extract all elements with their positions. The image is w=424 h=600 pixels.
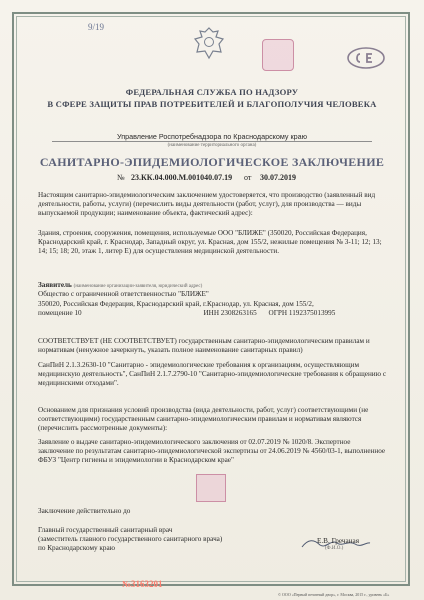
validity-label: Заключение действительно до [38, 507, 131, 515]
document-title: САНИТАРНО-ЭПИДЕМИОЛОГИЧЕСКОЕ ЗАКЛЮЧЕНИЕ [39, 155, 385, 169]
agency-title-line1: ФЕДЕРАЛЬНАЯ СЛУЖБА ПО НАДЗОРУ [125, 87, 299, 97]
applicant-hint: (наименование организации-заявителя, юридический адрес) [73, 284, 203, 289]
handwritten-note: 9/19 [88, 22, 105, 32]
document-date: 30.07.2019 [260, 173, 296, 182]
signatory-line3: по Краснодарскому краю [38, 544, 116, 552]
intro-text: Настоящим санитарно-эпидемиологическим заключением удостоверяется, что производство (заявленный вид деятельности, работы, услуги) (перечислить виды деятельности (работ, услуг), для производства — виды выпускаемой продукции; наименование объекта, фактический адрес): [38, 191, 376, 218]
security-hologram-stamp [262, 39, 294, 71]
signatory-line1: Главный государственный санитарный врач [38, 526, 173, 534]
applicant-address: 350020, Российская Федерация, Краснодарский край, г.Краснодар, ул. Красная, дом 155/2, [38, 299, 314, 308]
office-name: Управление Роспотребнадзора по Краснодарскому краю [116, 132, 308, 141]
office-subtitle: (наименование территориального органа) [167, 143, 257, 148]
printer-footer: © ООО «Первый печатный двор», г. Москва, 2015 г., уровень «Б» [278, 592, 390, 597]
serial-number: №3163201 [122, 579, 163, 589]
signatory-hint: (Ф.И.О.) [325, 546, 344, 551]
agency-title-line2: В СФЕРЕ ЗАЩИТЫ ПРАВ ПОТРЕБИТЕЛЕЙ И БЛАГОПОЛУЧИЯ ЧЕЛОВЕКА [47, 99, 377, 109]
compliance-rules: СанПиН 2.1.3.2630-10 "Санитарно - эпидемиологические требования к организациям, осуществляющим медицинскую деятельность", СанПиН 2.1.7.2790-10 "Санитарно-эпидемиологические требования к обращению с медицинскими отходами". [38, 361, 387, 388]
pink-seal-stamp [196, 474, 226, 502]
office-line [52, 141, 372, 142]
applicant-label: Заявитель [38, 281, 72, 289]
document-number: 23.КК.04.000.М.001040.07.19 [131, 173, 233, 182]
compliance-text: СООТВЕТСТВУЕТ (НЕ СООТВЕТСТВУЕТ) государственным санитарно-эпидемиологическим правилам и нормативам (ненужное зачеркнуть, указать полное наименование санитарных правил) [38, 337, 370, 355]
signatory-line2: (заместитель главного государственного санитарного врача) [38, 535, 223, 543]
basis-documents: Заявление о выдаче санитарно-эпидемиологического заключения от 02.07.2019 № 1020/8. Экспертное заключение по результатам санитарно-эпидемиологической экспертизы от 24.06.2019 № 4560/03-1, выполненное ФБУЗ "Центр гигиены и эпидемиологии в Краснодарском крае" [38, 438, 386, 465]
applicant-ogrn: ОГРН 1192375013995 [268, 308, 336, 317]
applicant-room: помещение 10 [38, 308, 82, 317]
certification-mark-icon [346, 46, 386, 70]
applicant-block [38, 281, 386, 318]
object-description: Здания, строения, сооружения, помещения, используемые ООО "БЛИЖЕ" (350020, Российская Федерация, Краснодарский край, г. Краснодар, Западный округ, ул. Красная, дом 155/2, нежилые помещения № 3-11; 12; 13; 14; 15; 18; 20, этаж 1, литер Е) для осуществления медицинской деятельности. [38, 229, 382, 256]
applicant-name: Общество с ограниченной ответственностью "БЛИЖЕ" [38, 290, 209, 299]
applicant-inn: ИНН 2308263165 [203, 308, 257, 317]
document-date-label: от [244, 173, 252, 182]
document-number-label: № [117, 173, 125, 182]
signatory-name: Е.В. Гречаная [317, 537, 360, 545]
coat-of-arms-icon [192, 24, 226, 62]
basis-text: Основанием для признания условий производства (вида деятельности, работ, услуг) соответствующими (не соответствующими) государственным санитарно-эпидемиологическим правилам и нормативам являются (перечислить рассмотренные документы): [38, 406, 369, 433]
